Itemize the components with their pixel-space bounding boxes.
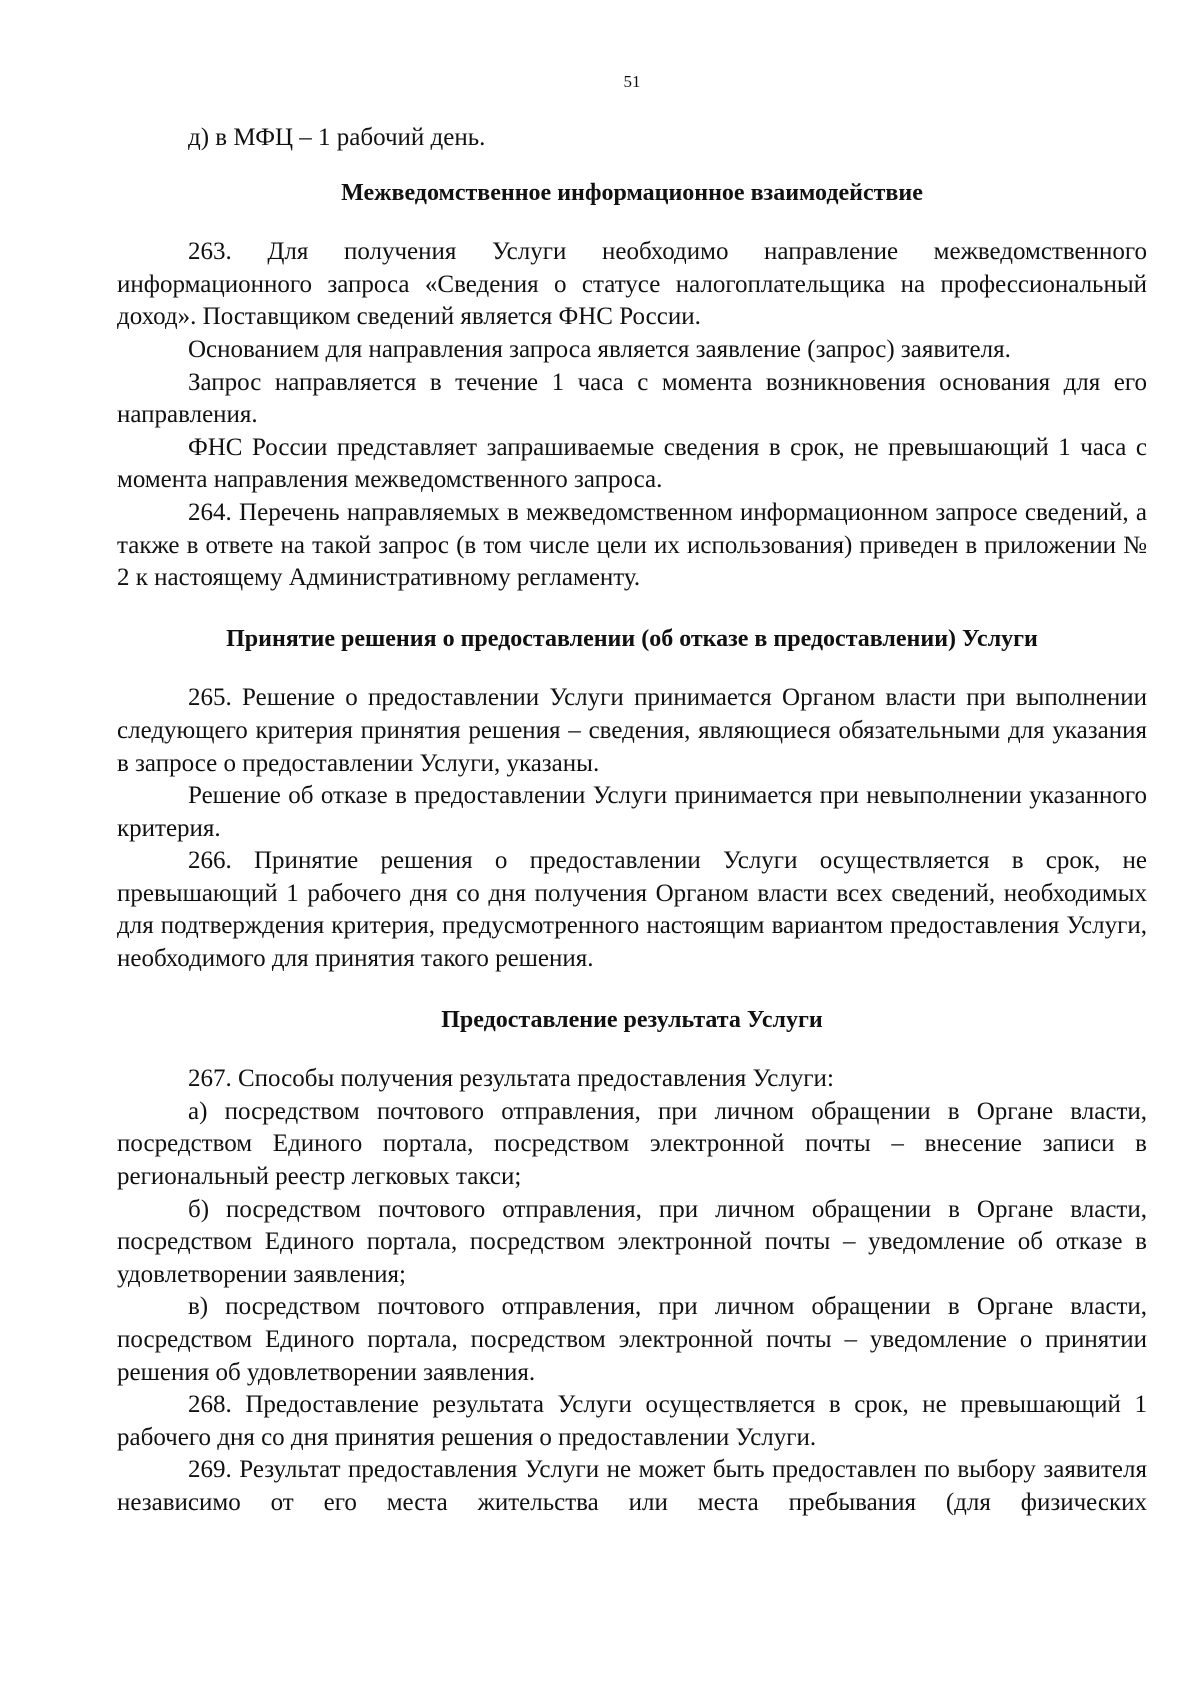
paragraph-request-basis: Основанием для направления запроса является заявление (запрос) заявителя. <box>188 335 1011 363</box>
paragraph-269: 269. Результат предоставления Услуги не может быть предоставлен по выбору заявителя независимо от его места жительства или места пребывания (для физических <box>117 1456 1147 1516</box>
paragraph-263: 263. Для получения Услуги необходимо направление межведомственного информационного запроса «Сведения о статусе налогоплательщика на профессиональный доход». Поставщиком сведений является ФНС России. <box>117 238 1147 331</box>
paragraph-fns-response: ФНС России представляет запрашиваемые сведения в срок, не превышающий 1 часа с момента направления межведомственного запроса. <box>117 433 1147 494</box>
paragraph-267-a: а) посредством почтового отправления, при личном обращении в Органе власти, посредством Единого портала, посредством электронной почты – внесение записи в региональный реестр легковых такси; <box>117 1097 1147 1191</box>
page-number: 51 <box>623 72 641 91</box>
paragraph-268: 268. Предоставление результата Услуги осуществляется в срок, не превышающий 1 рабочего дня со дня принятия решения о предоставлении Услуги. <box>117 1391 1147 1451</box>
paragraph-refusal: Решение об отказе в предоставлении Услуги принимается при невыполнении указанного критерия. <box>117 782 1147 842</box>
paragraph-request-timing: Запрос направляется в течение 1 часа с момента возникновения основания для его направления. <box>117 368 1147 429</box>
document-body <box>117 122 1147 1520</box>
paragraph-264: 264. Перечень направляемых в межведомственном информационном запросе сведений, а также в ответе на такой запрос (в том числе цели их использования) приведен в приложении № 2 к настоящему Административному регламенту. <box>117 498 1147 592</box>
paragraph-267-c: в) посредством почтового отправления, при личном обращении в Органе власти, посредством Единого портала, посредством электронной почты – уведомление о принятии решения об удовлетворении заявления. <box>117 1293 1147 1386</box>
section-heading-result: Предоставление результата Услуги <box>441 1006 823 1033</box>
paragraph-intro: д) в МФЦ – 1 рабочий день. <box>188 124 486 151</box>
paragraph-267-b: б) посредством почтового отправления, при личном обращении в Органе власти, посредством Единого портала, посредством электронной почты – уведомление об отказе в удовлетворении заявления; <box>117 1195 1147 1288</box>
paragraph-265: 265. Решение о предоставлении Услуги принимается Органом власти при выполнении следующего критерия принятия решения – сведения, являющиеся обязательными для указания в запросе о предоставлении Услуги, указаны. <box>117 684 1147 777</box>
paragraph-266: 266. Принятие решения о предоставлении Услуги осуществляется в срок, не превышающий 1 рабочего дня со дня получения Органом власти всех сведений, необходимых для подтверждения критерия, предусмотренного настоящим вариантом предоставления Услуги, необходимого для принятия такого решения. <box>117 847 1147 973</box>
section-heading-decision: Принятие решения о предоставлении (об отказе в предоставлении) Услуги <box>226 625 1038 652</box>
section-heading-interagency: Межведомственное информационное взаимодействие <box>341 179 923 206</box>
paragraph-267: 267. Способы получения результата предоставления Услуги: <box>188 1065 834 1093</box>
